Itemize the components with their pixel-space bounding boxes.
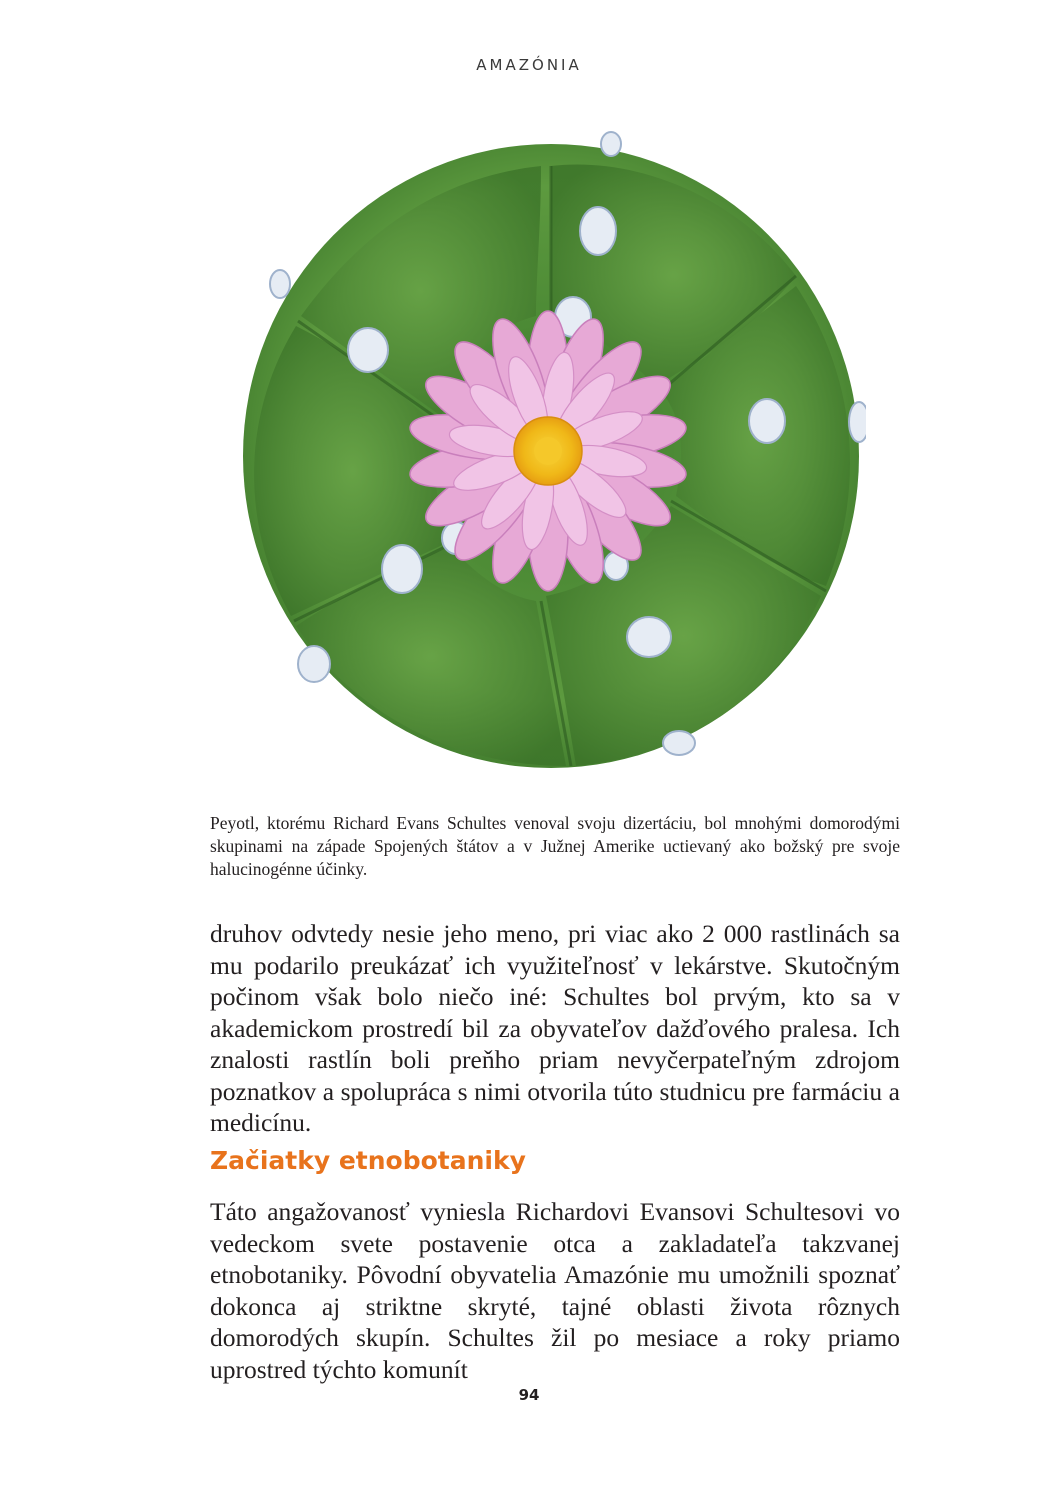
body-paragraph-1: druhov odvtedy nesie jeho meno, pri viac ako 2 000 rastlinách sa mu podarilo preukázať ich využiteľnosť v lekárstve. Skutočným počinom však bolo niečo iné: Schultes bol prvým, kto sa v akademickom prostredí bil za obyvateľov dažďového pralesa. Ich znalosti rastlín boli preňho priam nevyčerpateľným zdrojom poznatkov a spolupráca s nimi otvorila túto studnicu pre farmáciu a medicínu. xyxy=(210,919,900,1137)
page-number: 94 xyxy=(518,1386,540,1404)
section-heading: Začiatky etnobotaniky xyxy=(210,1146,526,1175)
peyotl-illustration xyxy=(236,126,866,776)
running-head: AMAZÓNIA xyxy=(476,56,582,74)
body-paragraph-2: Táto angažovanosť vyniesla Richardovi Evansovi Schultesovi vo vedeckom svete postavenie otca a zakladateľa takzvanej etnobotaniky. Pôvodní obyvatelia Amazónie mu umožnili spoznať dokonca aj striktne skryté, tajné oblasti života rôznych domorodých skupín. Schultes žil po mesiace a roky priamo uprostred týchto komunít xyxy=(210,1197,900,1384)
figure-caption: Peyotl, ktorému Richard Evans Schultes venoval svoju dizertáciu, bol mnohými domorodými skupinami na západe Spojených štátov a v Južnej Amerike uctievaný ako božský pre svoje halucinogénne účinky. xyxy=(210,813,900,879)
